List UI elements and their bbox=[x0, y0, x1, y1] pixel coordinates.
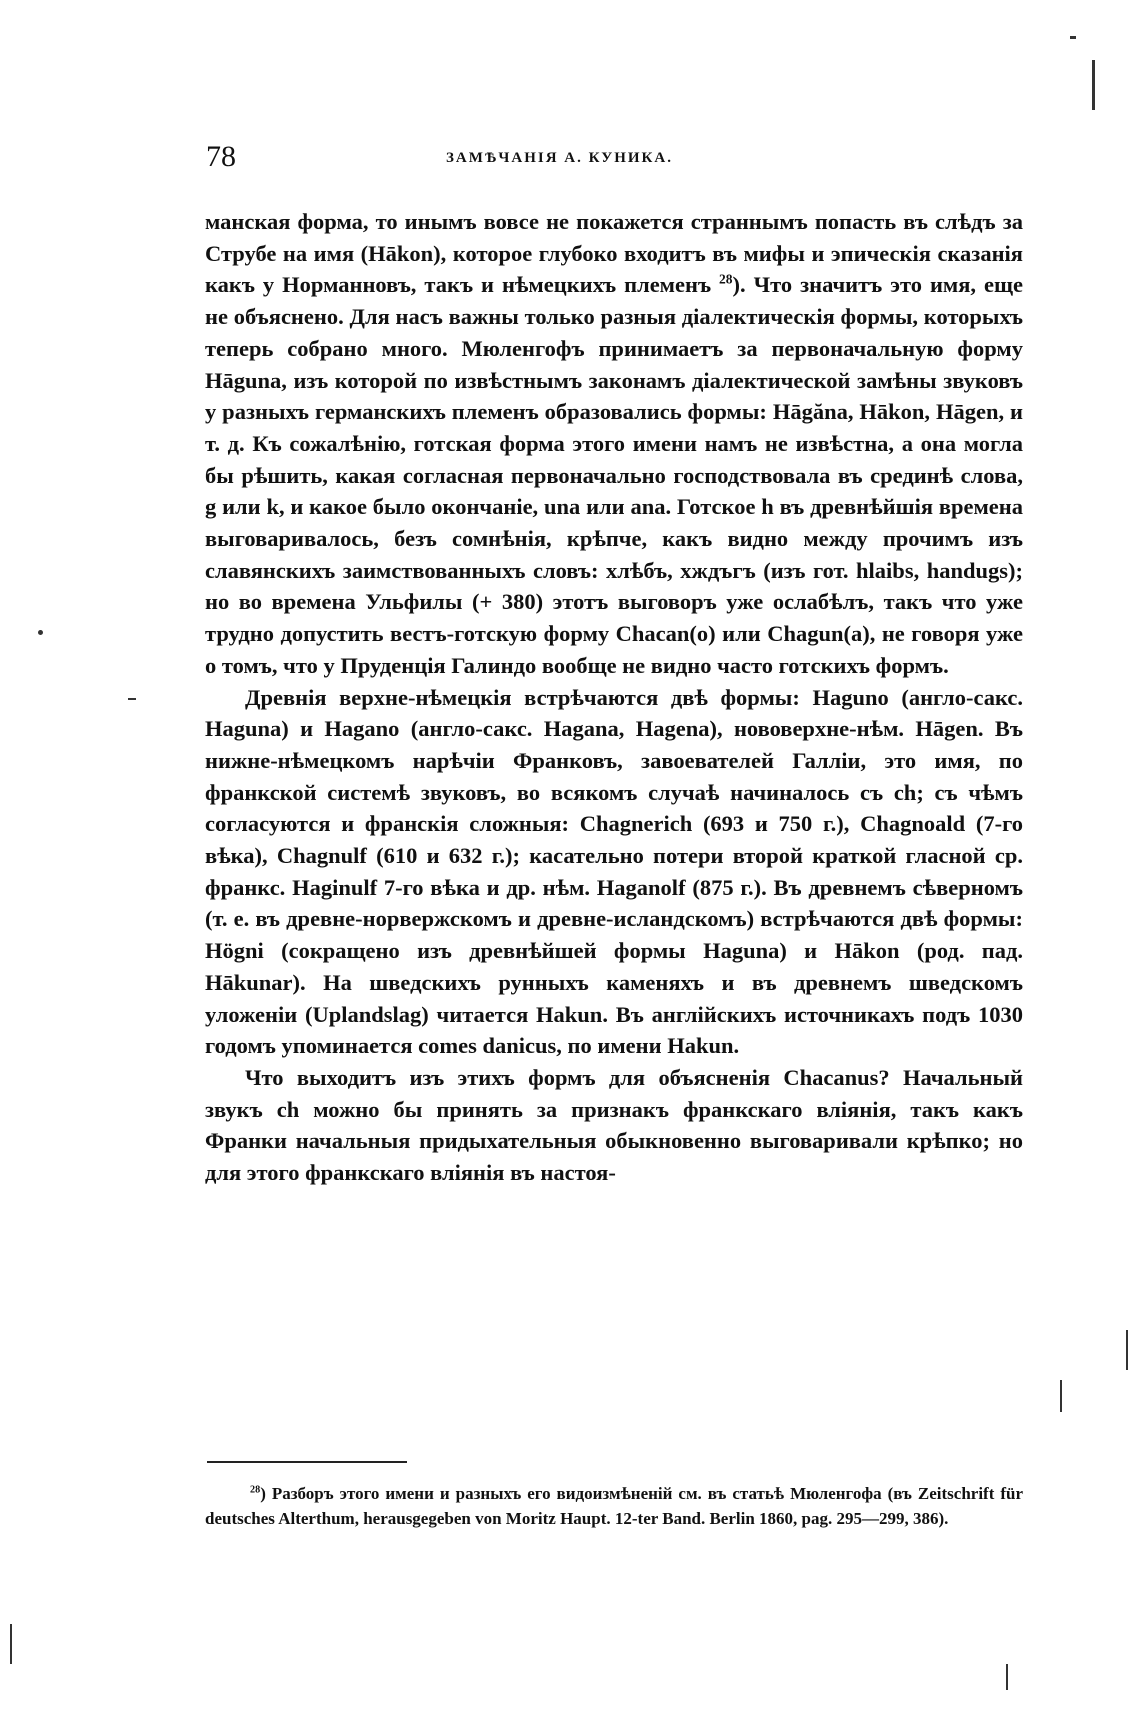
footnote bbox=[205, 1481, 1023, 1531]
footnote-reference[interactable]: 28 bbox=[719, 271, 733, 287]
scan-mark bbox=[1092, 60, 1095, 110]
footnote-text: ) Разборъ этого имени и разныхъ его видоизмѣненій см. въ статьѣ Мюленгофа (въ Zeitschrift für deutsches Alterthum, herausgegeben von Moritz Haupt. 12-ter Band. Berlin 1860, pag. 295—299, 386). bbox=[205, 1484, 1023, 1528]
footnote-separator bbox=[207, 1461, 407, 1463]
scan-mark bbox=[38, 630, 43, 635]
paragraph-1 bbox=[205, 206, 1023, 682]
paragraph-1-part-b: ). Что значитъ это имя, еще не объяснено. Для насъ важны только разныя діалектическія формы, которыхъ теперь собрано много. Мюленгофъ принимаетъ за первоначальную форму Hāguna, изъ которой по извѣстнымъ законамъ діалектической замѣны звуковъ у разныхъ германскихъ племенъ образовались формы: Hāgăna, Hākon, Hāgen, и т. д. Къ сожалѣнію, готская форма этого имени намъ не извѣстна, а она могла бы рѣшить, какая согласная первоначально господствовала въ срединѣ слова, g или k, и какое было окончаніе, una или ana. Готское h въ древнѣйшія времена выговаривалось, безъ сомнѣнія, крѣпче, какъ видно между прочимъ изъ славянскихъ заимствованныхъ словъ: хлѣбъ, хждъгъ (изъ гот. hlaibs, handugs); но во времена Ульфилы (+ 380) этотъ выговоръ уже ослабѣлъ, такъ что уже трудно допустить вестъ-готскую форму Chacan(o) или Chagun(a), не говоря уже о томъ, что у Пруденція Галиндо вообще не видно часто готскихъ формъ. bbox=[205, 272, 1023, 678]
paragraph-1-part-a: манская форма, то инымъ вовсе не покажется страннымъ попасть въ слѣдъ за Струбе на имя (Hākon), которое глубоко входитъ въ мифы и эпическія сказанія какъ у Норманновъ, такъ и нѣмецкихъ племенъ bbox=[205, 209, 1023, 298]
running-head: ЗАМѢЧАНІЯ А. КУНИКА. bbox=[446, 150, 674, 166]
paragraph-2: Древнія верхне-нѣмецкія встрѣчаются двѣ формы: Haguno (англо-сакс. Haguna) и Hagano (англо-сакс. Hagana, Hagena), нововерхне-нѣм. Hāgen. Въ нижне-нѣмецкомъ нарѣчіи Франковъ, завоевателей Галліи, это имя, по франкской системѣ звуковъ, во всякомъ случаѣ начиналось съ ch; съ чѣмъ согласуются и франскія сложныя: Chagnerich (693 и 750 г.), Chagnoald (7-го вѣка), Chagnulf (610 и 632 г.); касательно потери второй краткой гласной ср. франкс. Haginulf 7-го вѣка и др. нѣм. Haganolf (875 г.). Въ древнемъ сѣверномъ (т. е. въ древне-норвержскомъ и древне-исландскомъ) встрѣчаются двѣ формы: Högni (сокращено изъ древнѣйшей формы Haguna) и Hākon (род. пад. Hākunar). На шведскихъ рунныхъ каменяхъ и въ древнемъ шведскомъ уложеніи (Uplandslag) читается Hakun. Въ англійскихъ источникахъ подъ 1030 годомъ упоминается comes danicus, по имени Hakun. bbox=[205, 684, 1023, 1059]
footnote-marker: 28 bbox=[250, 1484, 261, 1496]
scan-mark bbox=[10, 1624, 12, 1664]
body-text bbox=[205, 206, 1023, 1189]
scan-mark bbox=[1006, 1664, 1008, 1690]
scan-mark bbox=[1126, 1330, 1128, 1370]
page-number: 78 bbox=[206, 140, 236, 173]
scan-mark bbox=[1070, 36, 1076, 39]
paragraph-3: Что выходитъ изъ этихъ формъ для объясненія Chacanus? Начальный звукъ ch можно бы принять за признакъ франкскаго вліянія, такъ какъ Франки начальныя придыхательныя обыкновенно выговаривали крѣпко; но для этого франкскаго вліянія въ настоя- bbox=[205, 1064, 1023, 1186]
scan-mark bbox=[128, 698, 136, 700]
scan-mark bbox=[1060, 1380, 1062, 1412]
